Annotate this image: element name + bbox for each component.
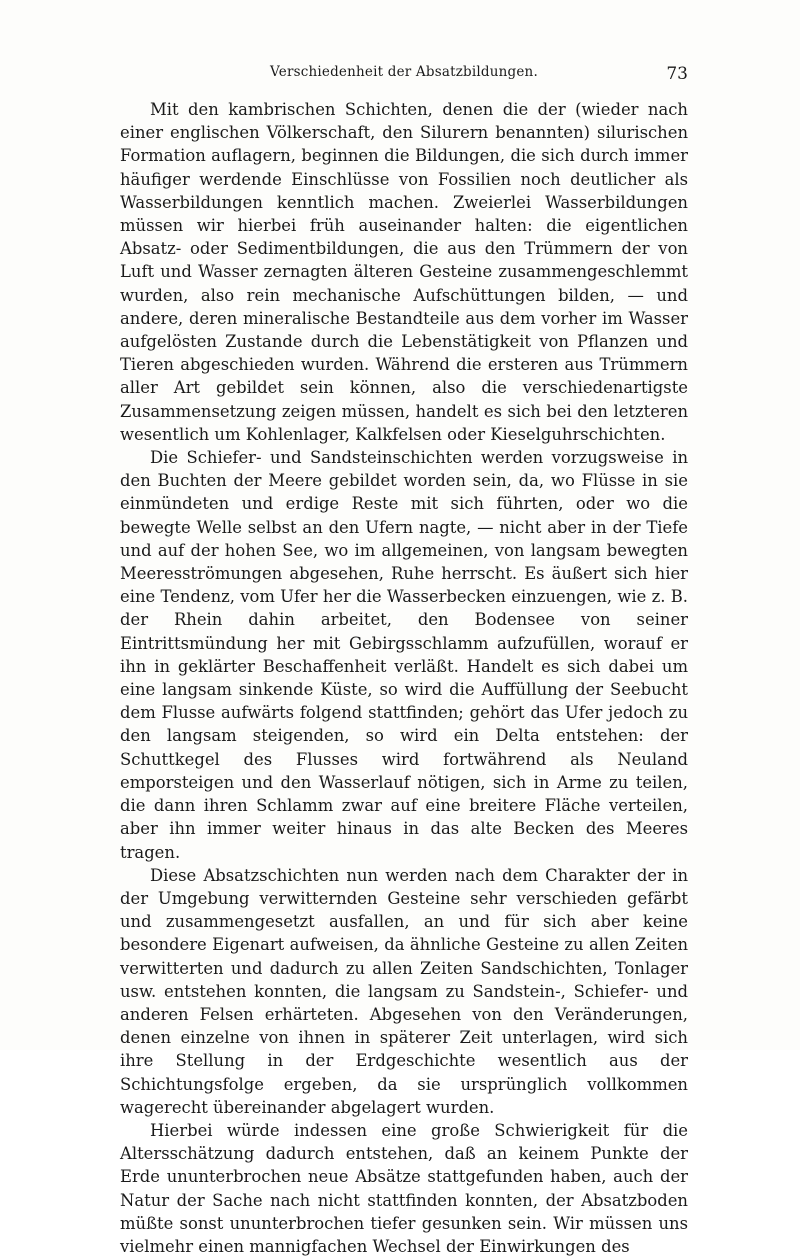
body-text: [120, 98, 688, 1258]
running-head: [120, 64, 688, 90]
paragraph-3: Diese Absatzschichten nun werden nach dem Charakter der in der Umgebung verwitternden Gesteine sehr verschieden gefärbt und zusammengesetzt ausfallen, an und für sich aber keine besondere Eigenart aufweisen, da ähnliche Gesteine zu allen Zeiten verwitterten und dadurch zu allen Zeiten Sandschichten, Tonlager usw. entstehen konnten, die langsam zu Sandstein-, Schiefer- und anderen Felsen erhärteten. Abgesehen von den Veränderungen, denen einzelne von ihnen in späterer Zeit unterlagen, wird sich ihre Stellung in der Erdgeschichte wesentlich aus der Schichtungsfolge ergeben, da sie ursprünglich vollkommen wagerecht übereinander abgelagert wurden.: [120, 865, 688, 1117]
paragraph-4: Hierbei würde indessen eine große Schwierigkeit für die Altersschätzung dadurch entstehen, daß an keinem Punkte der Erde ununterbrochen neue Absätze stattgefunden haben, auch der Natur der Sache nach nicht stattfinden konnten, der Absatzboden müßte sonst ununterbrochen tiefer gesunken sein. Wir müssen uns vielmehr einen mannigfachen Wechsel der Einwirkungen des: [120, 1120, 688, 1256]
running-title: Verschiedenheit der Absatzbildungen.: [270, 64, 538, 80]
paragraph-2: Die Schiefer- und Sandsteinschichten werden vorzugsweise in den Buchten der Meere gebildet worden sein, da, wo Flüsse in sie einmündeten und erdige Reste mit sich führten, oder wo die bewegte Welle selbst an den Ufern nagte, — nicht aber in der Tiefe und auf der hohen See, wo im allgemeinen, von langsam bewegten Meeresströmungen abgesehen, Ruhe herrscht. Es äußert sich hier eine Tendenz, vom Ufer her die Wasserbecken einzuengen, wie z. B. der Rhein dahin arbeitet, den Bodensee von seiner Eintrittsmündung her mit Gebirgsschlamm aufzufüllen, worauf er ihn in geklärter Beschaffenheit verläßt. Handelt es sich dabei um eine langsam sinkende Küste, so wird die Auffüllung der Seebucht dem Flusse aufwärts folgend stattfinden; gehört das Ufer jedoch zu den langsam steigenden, so wird ein Delta entstehen: der Schuttkegel des Flusses wird fortwährend als Neuland emporsteigen und den Wasserlauf nötigen, sich in Arme zu teilen, die dann ihren Schlamm zwar auf eine breitere Fläche verteilen, aber ihn immer weiter hinaus in das alte Becken des Meeres tragen.: [120, 448, 688, 862]
paragraph-1: Mit den kambrischen Schichten, denen die der (wieder nach einer englischen Völkerschaft, den Silurern benannten) silurischen Formation auflagern, beginnen die Bildungen, die sich durch immer häufiger werdende Einschlüsse von Fossilien noch deutlicher als Wasserbildungen kenntlich machen. Zweierlei Wasserbildungen müssen wir hierbei früh auseinander halten: die eigentlichen Absatz- oder Sedimentbildungen, die aus den Trümmern der von Luft und Wasser zernagten älteren Gesteine zusammengeschlemmt wurden, also rein mechanische Aufschüttungen bilden, — und andere, deren mineralische Bestandteile aus dem vorher im Wasser aufgelösten Zustande durch die Lebenstätigkeit von Pflanzen und Tieren abgeschieden wurden. Während die ersteren aus Trümmern aller Art gebildet sein können, also die verschiedenartigste Zusammensetzung zeigen müssen, handelt es sich bei den letzteren wesentlich um Kohlenlager, Kalkfelsen oder Kieselguhrschichten.: [120, 100, 688, 444]
page-number: 73: [666, 64, 688, 84]
